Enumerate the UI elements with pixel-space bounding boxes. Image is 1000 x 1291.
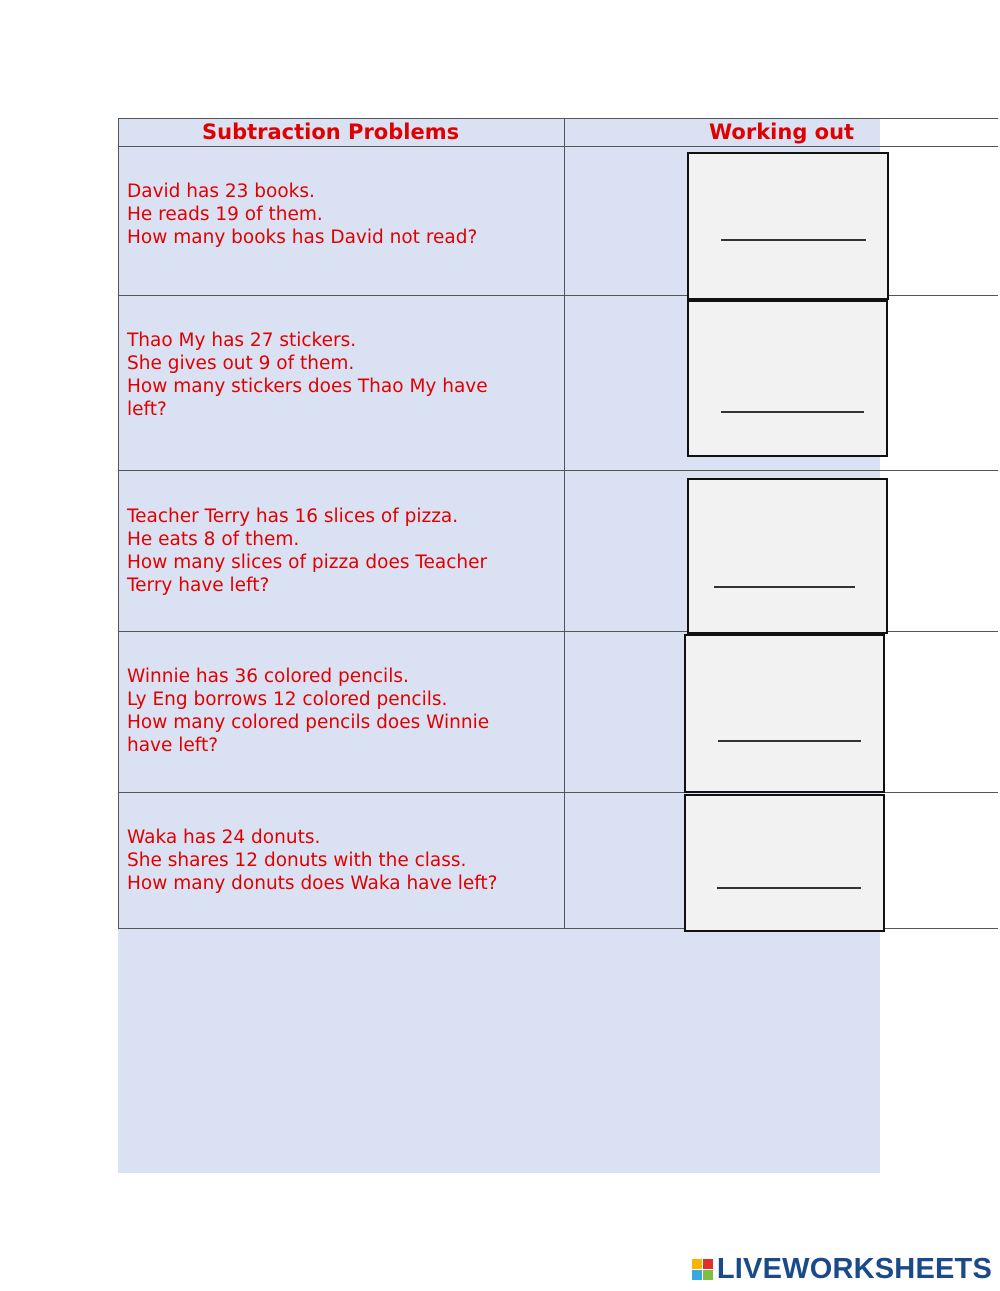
liveworksheets-logo — [692, 1253, 992, 1286]
answer-line — [717, 887, 861, 889]
answer-line — [718, 740, 861, 742]
answer-line — [721, 411, 864, 413]
logo-text: LIVEWORKSHEETS — [716, 1253, 992, 1285]
header-working-out: Working out — [709, 120, 855, 144]
problem-text: Thao My has 27 stickers. She gives out 9 of them. How many stickers does Thao My have left? — [127, 330, 488, 420]
problem-text: Teacher Terry has 16 slices of pizza. He eats 8 of them. How many slices of pizza does Teacher Terry have left? — [127, 506, 488, 596]
answer-box[interactable] — [687, 152, 889, 300]
problem-text: Waka has 24 donuts. She shares 12 donuts with the class. How many donuts does Waka have left? — [127, 827, 498, 894]
row-divider — [118, 470, 998, 471]
answer-box[interactable] — [684, 794, 885, 932]
problem-text: Winnie has 36 colored pencils. Ly Eng borrows 12 colored pencils. How many colored pencils does Winnie have left? — [127, 666, 490, 756]
answer-line — [714, 586, 855, 588]
answer-box[interactable] — [687, 478, 888, 634]
logo-mark-icon — [692, 1259, 713, 1280]
answer-box[interactable] — [687, 300, 888, 457]
problem-text: David has 23 books. He reads 19 of them. How many books has David not read? — [127, 181, 478, 248]
column-divider — [564, 118, 565, 929]
header-problems: Subtraction Problems — [202, 120, 460, 144]
header-divider — [118, 146, 998, 147]
table-border-left — [118, 118, 119, 929]
answer-box[interactable] — [684, 634, 885, 793]
answer-line — [721, 239, 866, 241]
